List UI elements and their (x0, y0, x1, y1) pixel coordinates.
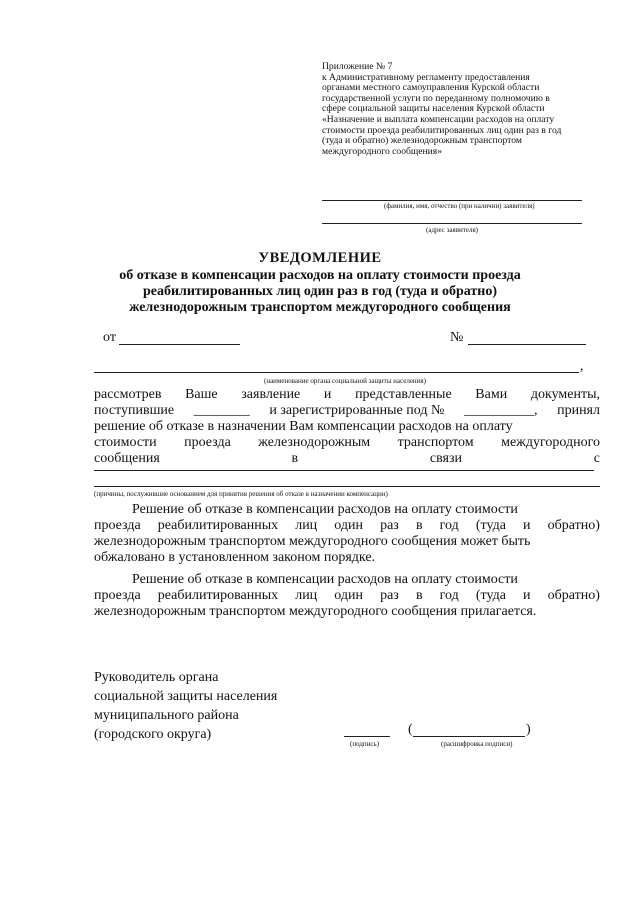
word: стоимости (94, 435, 157, 450)
para2-line-3: железнодорожным транспортом междугородного сообщения может быть (94, 534, 531, 549)
organization-field[interactable] (94, 372, 579, 373)
applicant-name-line[interactable] (322, 200, 582, 201)
word: реабилитированных (157, 518, 279, 533)
blank-field[interactable]: ________ (193, 403, 250, 418)
word: лиц (295, 588, 318, 603)
word: Ваше (185, 387, 218, 402)
word: в (415, 518, 423, 533)
appendix-block (322, 62, 612, 157)
close-paren: ) (526, 722, 531, 737)
applicant-address-caption: (адрес заявителя) (426, 226, 478, 234)
applicant-name-caption: (фамилия, имя, отчество (при наличии) заявителя) (384, 202, 535, 210)
appendix-line: «Назначение и выплата компенсации расходов на оплату (322, 113, 555, 125)
blank-field[interactable]: __________, (463, 403, 538, 418)
reason-field-2[interactable] (94, 486, 600, 487)
document-subtitle (60, 268, 580, 316)
para2-line-4: обжаловано в установленном законом порядке. (94, 550, 376, 565)
word: один (334, 518, 363, 533)
signature-decode-field[interactable] (413, 736, 525, 737)
from-label: от (103, 330, 116, 345)
word: раз (380, 518, 399, 533)
reason-field-1[interactable] (94, 470, 594, 471)
word: рассмотрев (94, 387, 162, 402)
document-title: УВЕДОМЛЕНИЕ (258, 250, 382, 266)
appendix-line: (туда и обратно) железнодорожным транспортом (322, 135, 522, 147)
word: проезда (94, 588, 141, 603)
subtitle-line: реабилитированных лиц один раз в год (туда и обратно) (142, 284, 498, 299)
signatory-line: (городского округа) (94, 727, 212, 742)
subtitle-line: железнодорожным транспортом междугородного сообщения (129, 300, 511, 315)
word: проезда (94, 518, 141, 533)
applicant-address-line[interactable] (322, 223, 582, 224)
para3-line-3: железнодорожным транспортом междугородного сообщения прилагается. (94, 604, 537, 619)
appendix-line: к Административному регламенту предоставления (322, 71, 530, 83)
para1-line-5 (94, 451, 600, 467)
signature-caption: (подпись) (350, 740, 380, 748)
word: проезда (184, 435, 231, 450)
word: Вами (475, 387, 508, 402)
appendix-line: государственной услуги по переданному полномочию в (322, 92, 550, 104)
word: год (439, 588, 459, 603)
word: (туда (475, 518, 506, 533)
appendix-line: стоимости проезда реабилитированных лиц один раз в год (322, 124, 562, 136)
para2-line-1: Решение об отказе в компенсации расходов на оплату стоимости (132, 502, 518, 517)
signatory-line: социальной защиты населения (94, 689, 278, 704)
word: поступившие (94, 403, 175, 418)
word: железнодорожным (258, 435, 371, 450)
word: реабилитированных (157, 588, 279, 603)
number-field[interactable] (468, 344, 586, 345)
signatory-line: Руководитель органа (94, 670, 219, 685)
word: и (523, 588, 531, 603)
para3-line-1: Решение об отказе в компенсации расходов на оплату стоимости (132, 572, 518, 587)
signature-decode-caption: (расшифровка подписи) (441, 740, 513, 748)
appendix-number: Приложение № 7 (322, 61, 393, 72)
reason-caption: (причины, послужившие основанием для принятия решения об отказе в назначении компенсации) (94, 490, 388, 498)
subtitle-line: об отказе в компенсации расходов на оплату стоимости проезда (119, 268, 521, 283)
word: и (323, 387, 332, 402)
organization-comma: , (580, 359, 584, 374)
para1-line-1 (94, 387, 600, 403)
paragraph-2 (94, 502, 600, 566)
organization-caption: (наименование органа социальной защиты населения) (264, 377, 426, 385)
open-paren: ( (408, 722, 413, 737)
word: представленные (355, 387, 452, 402)
word: документы, (530, 387, 600, 402)
appendix-line: сфере социальной защиты населения Курской области (322, 103, 545, 115)
signature-block (94, 668, 277, 744)
number-label: № (450, 330, 464, 345)
para3-line-2 (94, 588, 600, 604)
word: обратно) (547, 518, 600, 533)
paragraph-3 (94, 572, 600, 620)
word: и зарегистрированные под № (269, 403, 445, 418)
word: обратно) (547, 588, 600, 603)
appendix-line: междугородного сообщения» (322, 145, 443, 157)
word: в (291, 451, 299, 466)
para1-line-2 (94, 403, 600, 419)
word: связи (429, 451, 462, 466)
word: и (523, 518, 531, 533)
word: принял (557, 403, 600, 418)
word: транспортом (397, 435, 474, 450)
word: один (334, 588, 363, 603)
word: (туда (475, 588, 506, 603)
appendix-line: органами местного самоуправления Курской области (322, 82, 540, 94)
para2-line-2 (94, 518, 600, 534)
word: заявление (241, 387, 301, 402)
word: сообщения (94, 451, 160, 466)
paragraph-1 (94, 387, 600, 467)
signatory-line: муниципального района (94, 708, 239, 723)
date-field[interactable] (119, 344, 240, 345)
signature-field[interactable] (344, 736, 390, 737)
word: раз (380, 588, 399, 603)
word: с (593, 451, 600, 466)
word: лиц (295, 518, 318, 533)
word: междугородного (501, 435, 600, 450)
para1-line-4 (94, 435, 600, 451)
para1-line-3: решение об отказе в назначении Вам компенсации расходов на оплату (94, 419, 513, 434)
word: в (415, 588, 423, 603)
word: год (439, 518, 459, 533)
